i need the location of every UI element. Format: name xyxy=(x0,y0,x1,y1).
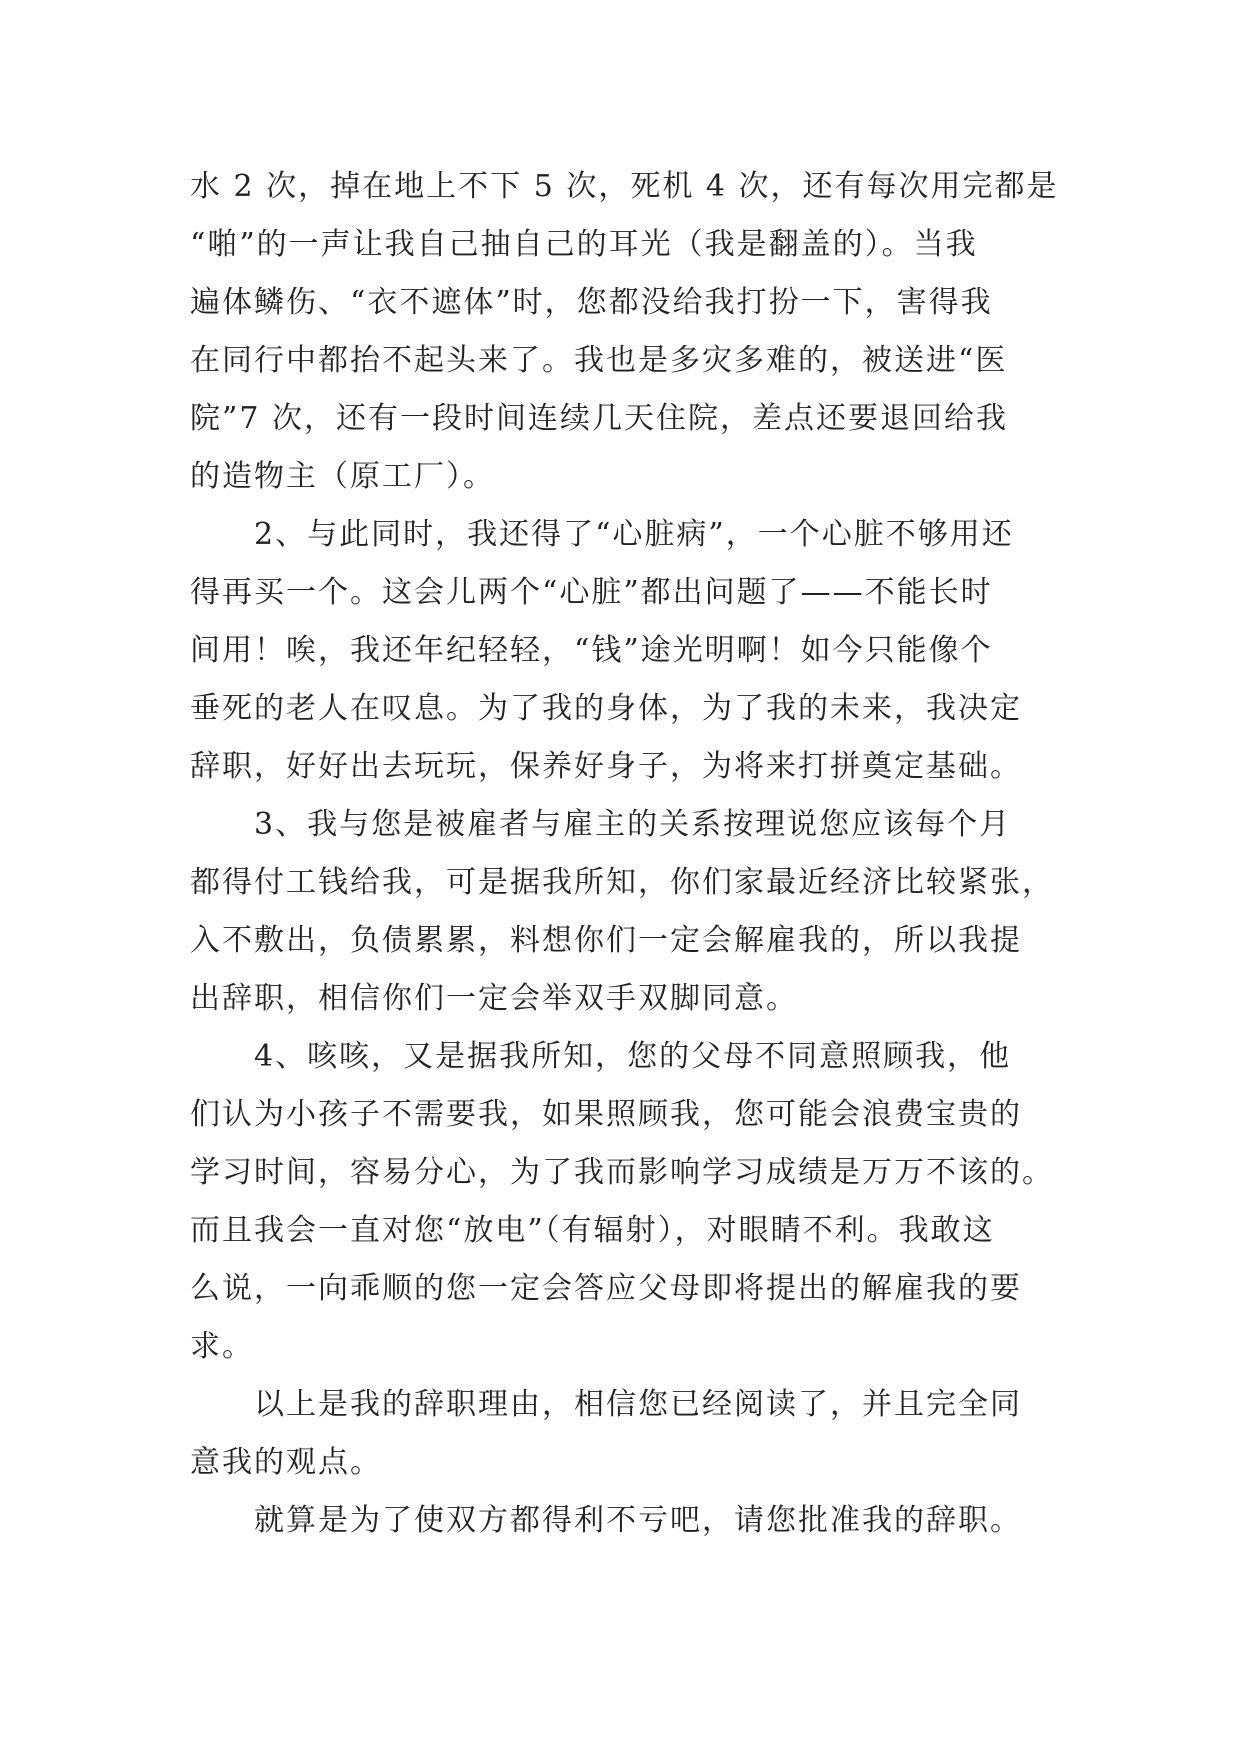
text-line: 出辞职，相信你们一定会举双手双脚同意。 xyxy=(190,981,798,1016)
paragraph-6 xyxy=(190,1492,1070,1550)
text-line: 辞职，好好出去玩玩，保养好身子，为将来打拼奠定基础。 xyxy=(190,749,1022,784)
paragraph-5 xyxy=(190,1376,1070,1492)
text-line: 入不敷出，负债累累，料想你们一定会解雇我的，所以我提 xyxy=(190,923,1022,958)
text-line: 都得付工钱给我，可是据我所知，你们家最近经济比较紧张， xyxy=(190,865,1054,900)
text-line: 间用！唉，我还年纪轻轻，“钱”途光明啊！如今只能像个 xyxy=(190,633,993,668)
text-line: “啪”的一声让我自己抽自己的耳光（我是翻盖的）。当我 xyxy=(190,227,978,262)
paragraph-3 xyxy=(190,796,1070,1028)
text-line: 得再买一个。这会儿两个“心脏”都出问题了——不能长时 xyxy=(190,575,993,610)
text-line: 垂死的老人在叹息。为了我的身体，为了我的未来，我决定 xyxy=(190,691,1022,726)
text-line: 以上是我的辞职理由，相信您已经阅读了，并且完全同 xyxy=(254,1387,1022,1422)
text-line: 意我的观点。 xyxy=(190,1445,382,1480)
paragraph-4 xyxy=(190,1028,1070,1376)
text-line: 3、我与您是被雇者与雇主的关系按理说您应该每个月 xyxy=(254,807,1012,842)
text-line: 学习时间，容易分心，为了我而影响学习成绩是万万不该的。 xyxy=(190,1155,1054,1190)
document-body xyxy=(190,158,1070,1550)
text-line: 遍体鳞伤、“衣不遮体”时，您都没给我打扮一下，害得我 xyxy=(190,285,993,320)
text-line: 而且我会一直对您“放电”（有辐射），对眼睛不利。我敢这 xyxy=(190,1213,995,1248)
paragraph-1 xyxy=(190,158,1070,506)
text-line: 2、与此同时，我还得了“心脏病”，一个心脏不够用还 xyxy=(254,517,1014,552)
text-line: 院”7 次，还有一段时间连续几天住院，差点还要退回给我 xyxy=(190,401,1008,436)
text-line: 水 2 次，掉在地上不下 5 次，死机 4 次，还有每次用完都是 xyxy=(190,169,1059,204)
text-line: 的造物主（原工厂）。 xyxy=(190,459,495,494)
text-line: 4、咳咳，又是据我所知，您的父母不同意照顾我，他 xyxy=(254,1039,1012,1074)
text-line: 就算是为了使双方都得利不亏吧，请您批准我的辞职。 xyxy=(254,1503,1022,1538)
text-line: 么说，一向乖顺的您一定会答应父母即将提出的解雇我的要 xyxy=(190,1271,1022,1306)
text-line: 们认为小孩子不需要我，如果照顾我，您可能会浪费宝贵的 xyxy=(190,1097,1022,1132)
text-line: 在同行中都抬不起头来了。我也是多灾多难的，被送进“医 xyxy=(190,343,1008,378)
paragraph-2 xyxy=(190,506,1070,796)
text-line: 求。 xyxy=(190,1329,254,1364)
